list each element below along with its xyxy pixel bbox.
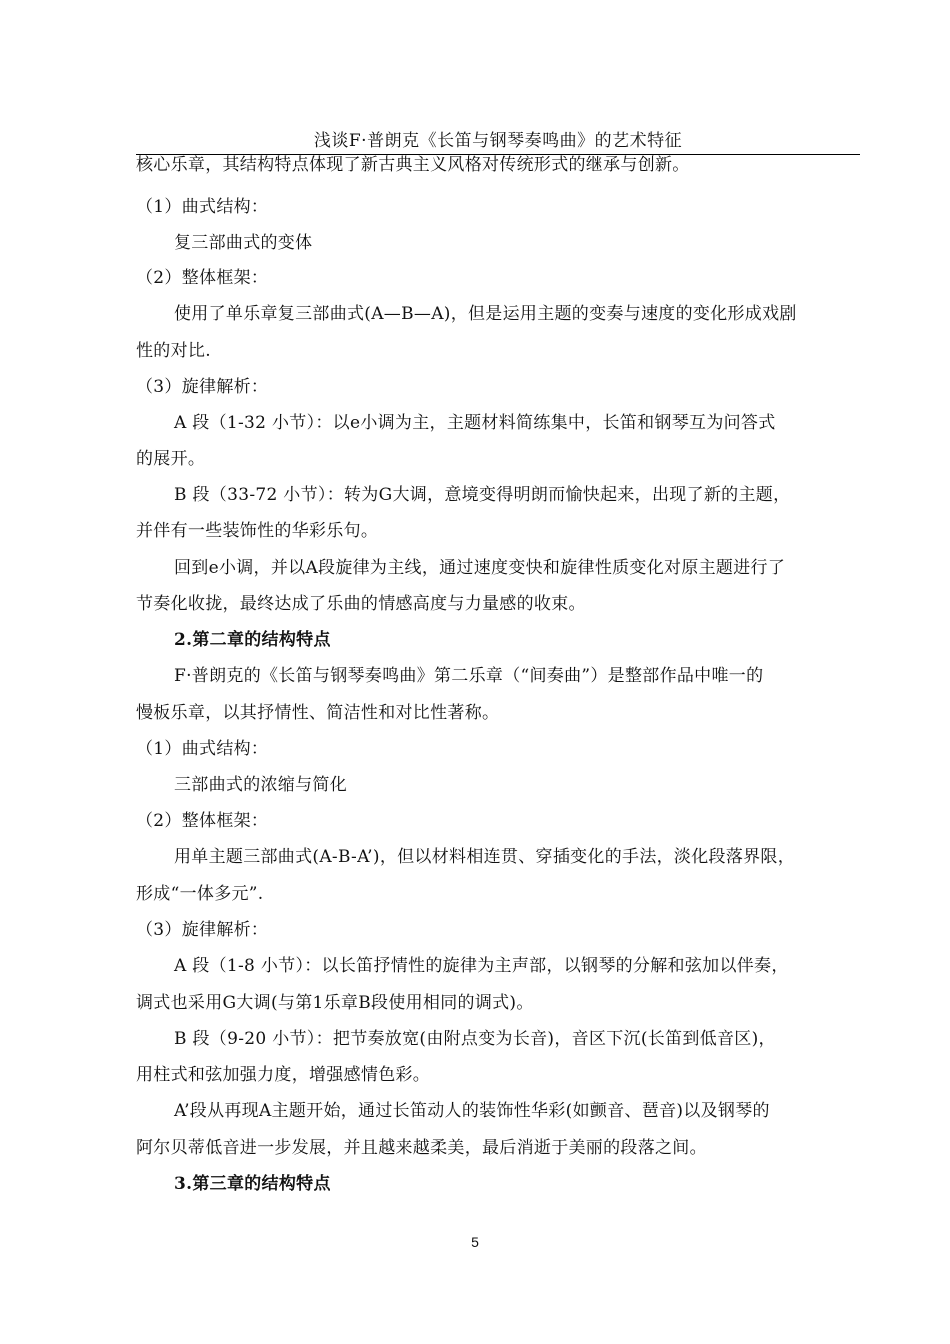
list-label: （1）曲式结构： (136, 197, 269, 217)
section-heading: 3.第三章的结构特点 (174, 1174, 331, 1194)
section-heading: 2.第二章的结构特点 (174, 630, 331, 650)
text-line: 的展开。 (136, 449, 206, 469)
list-label: （2）整体框架： (136, 811, 269, 831)
text-line: 慢板乐章，以其抒情性、简洁性和对比性著称。 (136, 703, 500, 723)
text-line: A 段（1-32 小节）：以e小调为主，主题材料简练集中，长笛和钢琴互为问答式 (174, 413, 776, 433)
text-line: 节奏化收拢，最终达成了乐曲的情感高度与力量感的收束。 (136, 594, 586, 614)
list-label: （3）旋律解析： (136, 377, 269, 397)
text-line: 三部曲式的浓缩与简化 (174, 775, 347, 795)
text-line: 核心乐章，其结构特点体现了新古典主义风格对传统形式的继承与创新。 (136, 155, 690, 175)
text-line: 并伴有一些装饰性的华彩乐句。 (136, 521, 379, 541)
text-line: B 段（33-72 小节）：转为G大调，意境变得明朗而愉快起来，出现了新的主题， (174, 485, 791, 505)
text-line: F·普朗克的《长笛与钢琴奏鸣曲》第二乐章（“间奏曲”）是整部作品中唯一的 (174, 666, 764, 686)
text-line: A 段（1-8 小节）：以长笛抒情性的旋律为主声部，以钢琴的分解和弦加以伴奏， (174, 956, 789, 976)
text-line: 调式也采用G大调(与第1乐章B段使用相同的调式)。 (136, 993, 534, 1013)
text-line: 回到e小调，并以A段旋律为主线，通过速度变快和旋律性质变化对原主题进行了 (174, 558, 786, 578)
page-header (136, 128, 860, 155)
text-line: 用柱式和弦加强力度，增强感情色彩。 (136, 1065, 431, 1085)
list-label: （3）旋律解析： (136, 920, 269, 940)
text-line: 性的对比. (136, 341, 211, 361)
page-number: 5 (471, 1234, 479, 1250)
text-line: 阿尔贝蒂低音进一步发展，并且越来越柔美，最后消逝于美丽的段落之间。 (136, 1138, 707, 1158)
text-line: A’段从再现A主题开始，通过长笛动人的装饰性华彩(如颤音、琶音)以及钢琴的 (174, 1101, 770, 1121)
header-title: 浅谈F·普朗克《长笛与钢琴奏鸣曲》的艺术特征 (313, 131, 683, 151)
text-line: B 段（9-20 小节）：把节奏放宽(由附点变为长音)，音区下沉(长笛到低音区)， (174, 1029, 776, 1049)
text-line: 形成“一体多元”. (136, 884, 264, 904)
text-line: 用单主题三部曲式(A-B-A’)，但以材料相连贯、穿插变化的手法，淡化段落界限， (174, 847, 796, 867)
text-line: 复三部曲式的变体 (174, 233, 313, 253)
list-label: （2）整体框架： (136, 268, 269, 288)
text-line: 使用了单乐章复三部曲式(A—B—A)，但是运用主题的变奏与速度的变化形成戏剧 (174, 304, 797, 324)
list-label: （1）曲式结构： (136, 739, 269, 759)
